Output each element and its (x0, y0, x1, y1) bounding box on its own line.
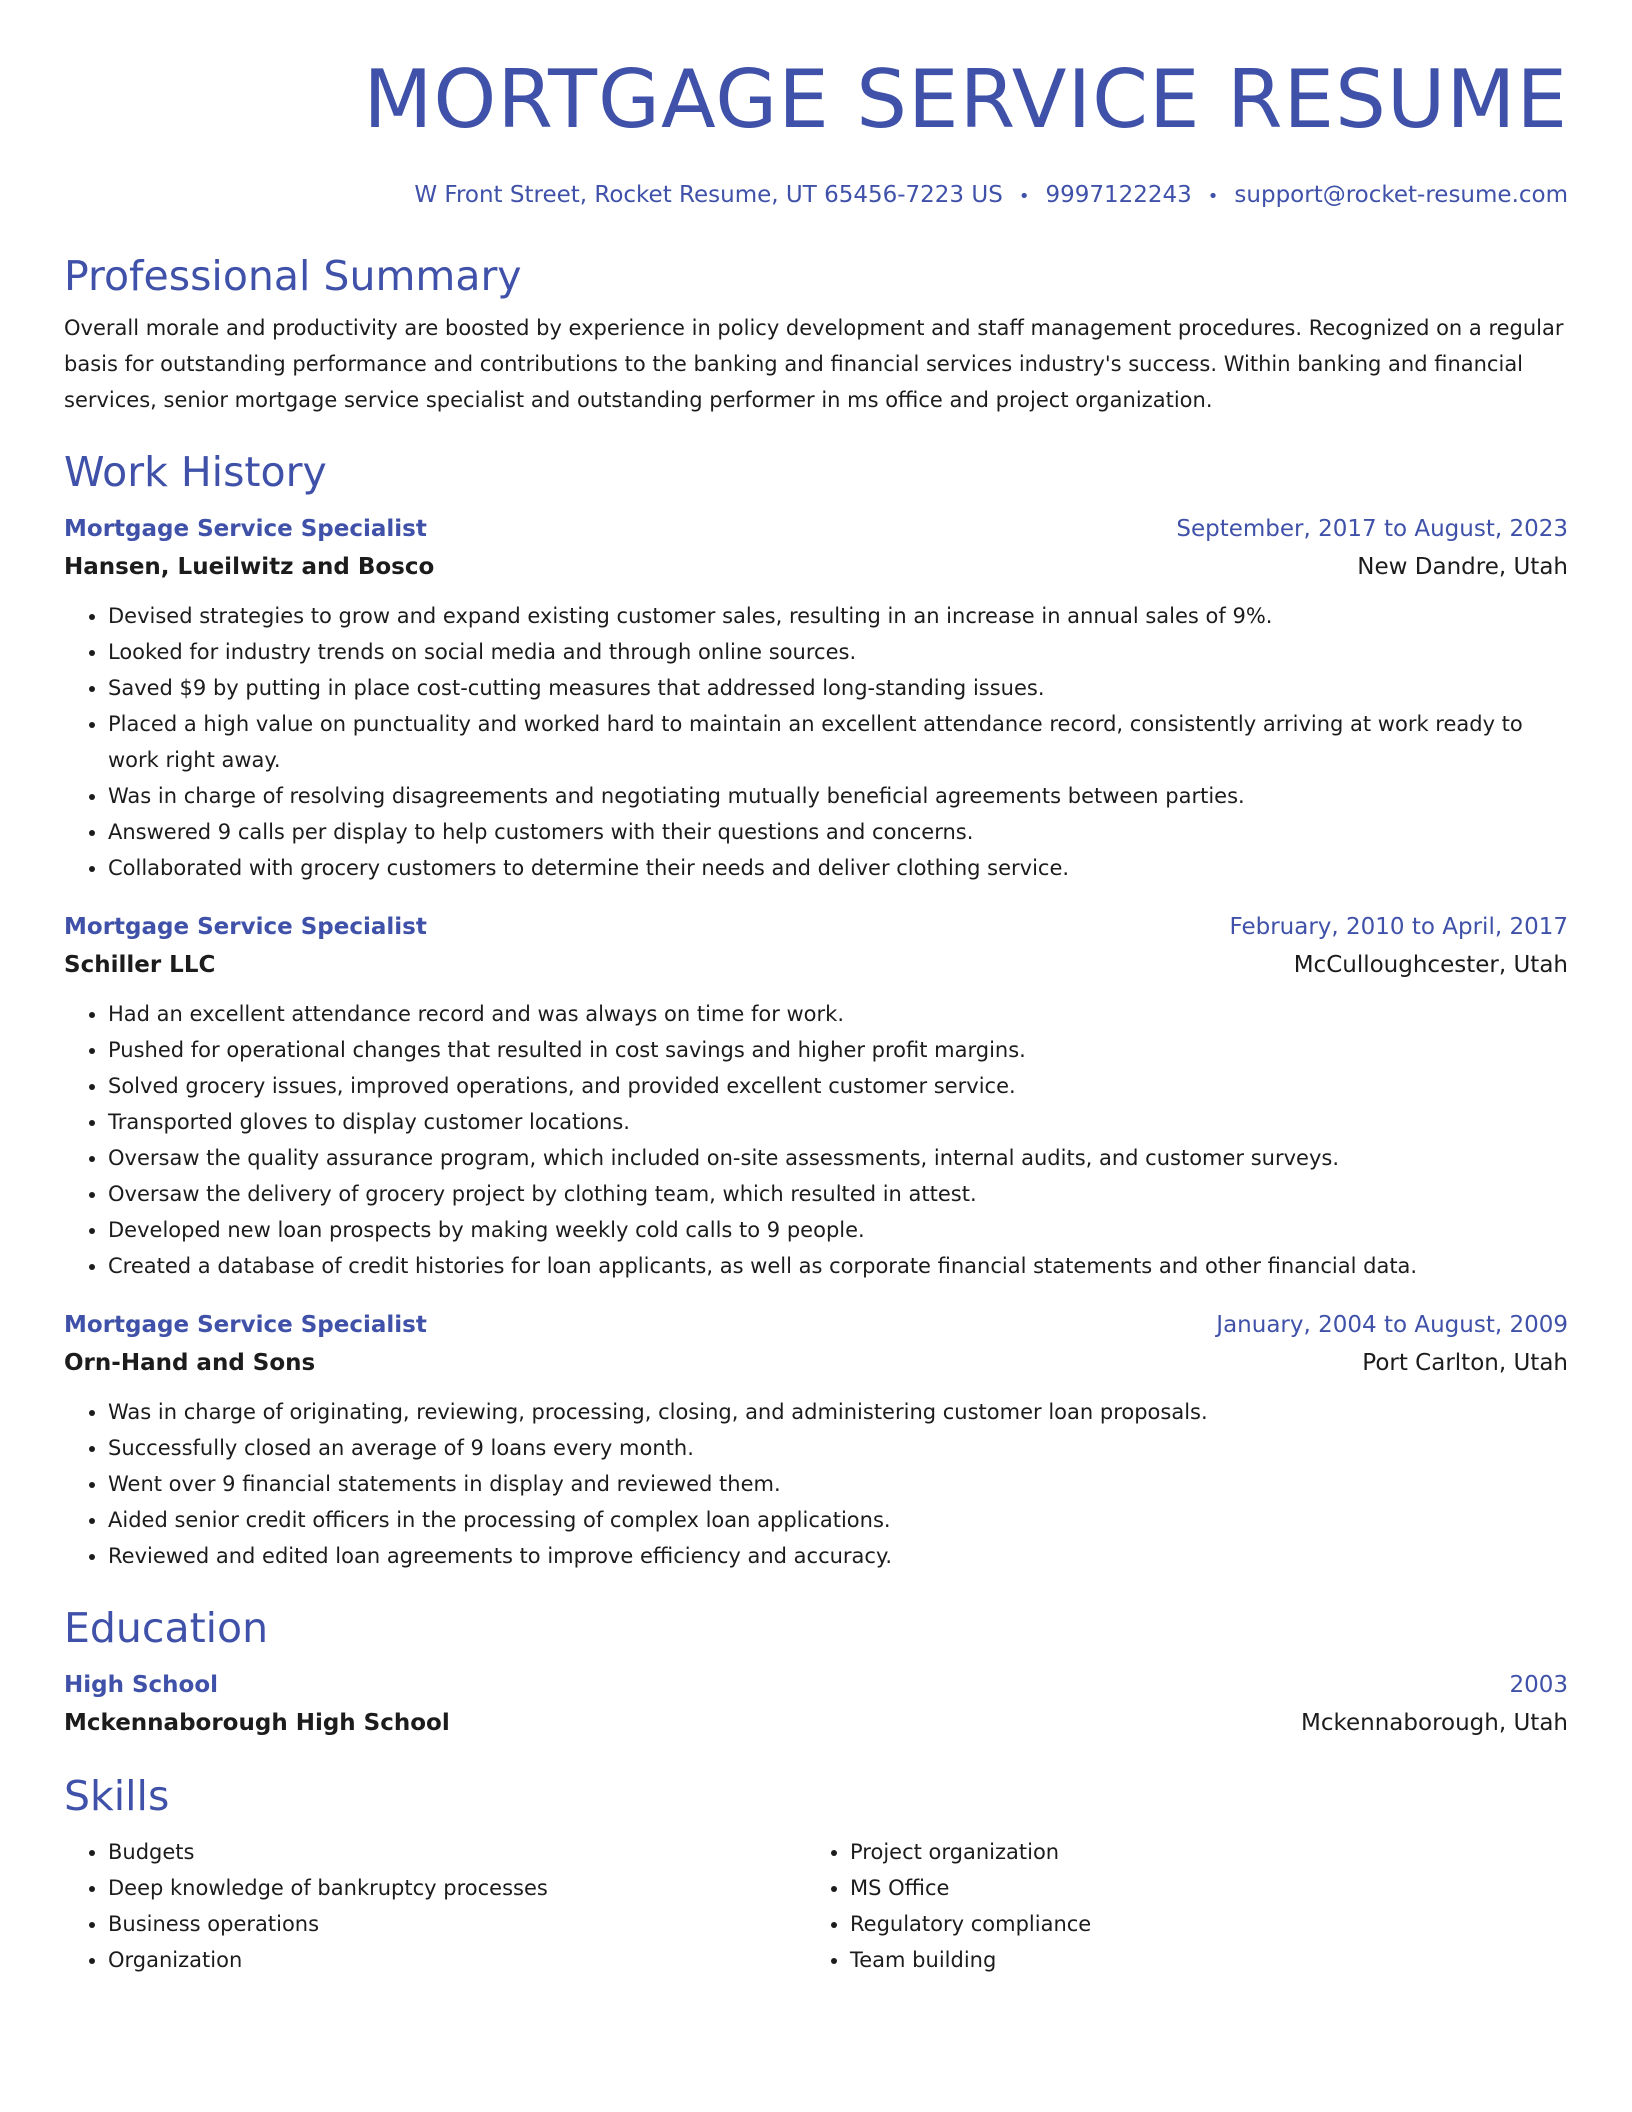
skills-columns (64, 1834, 1568, 1978)
resume-title: MORTGAGE SERVICE RESUME (363, 53, 1568, 146)
education-degree: High School (64, 1672, 219, 1698)
list-item: • Looked for industry trends on social media and through online sources. (108, 634, 1568, 670)
education-location: Mckennaborough, Utah (1301, 1710, 1568, 1736)
job-bullets (64, 1394, 1568, 1574)
list-item: • Placed a high value on punctuality and worked hard to maintain an excellent attendance record, consistently arriving at work ready to work right away. (108, 706, 1568, 778)
job-bullets (64, 598, 1568, 886)
list-item: • Solved grocery issues, improved operations, and provided excellent customer service. (108, 1068, 1568, 1104)
job-entry (64, 1306, 1568, 1574)
job-title: Mortgage Service Specialist (64, 914, 427, 940)
list-item: • Saved $9 by putting in place cost-cutting measures that addressed long-standing issues. (108, 670, 1568, 706)
job-location: New Dandre, Utah (1357, 554, 1568, 580)
skills-list-left (64, 1834, 806, 1978)
list-item: • Developed new loan prospects by making weekly cold calls to 9 people. (108, 1212, 1568, 1248)
separator-dot: • (1018, 186, 1030, 207)
resume-header (64, 0, 1568, 214)
list-item: • Business operations (108, 1906, 806, 1942)
education-degree-row (64, 1666, 1568, 1704)
job-company-row (64, 946, 1568, 984)
education-school-row (64, 1704, 1568, 1742)
job-title-row (64, 1306, 1568, 1344)
separator-dot: • (1207, 186, 1219, 207)
list-item: • Went over 9 financial statements in display and reviewed them. (108, 1466, 1568, 1502)
education-section (64, 1600, 1568, 1742)
job-company: Hansen, Lueilwitz and Bosco (64, 554, 435, 580)
contact-address: W Front Street, Rocket Resume, UT 65456-7223 US (414, 182, 1003, 208)
list-item: • Successfully closed an average of 9 loans every month. (108, 1430, 1568, 1466)
job-title-row (64, 908, 1568, 946)
contact-phone: 9997122243 (1045, 182, 1192, 208)
job-dates: September, 2017 to August, 2023 (1176, 516, 1568, 542)
list-item: • Devised strategies to grow and expand existing customer sales, resulting in an increase in annual sales of 9%. (108, 598, 1568, 634)
list-item: • Was in charge of resolving disagreements and negotiating mutually beneficial agreements between parties. (108, 778, 1568, 814)
job-location: McCulloughcester, Utah (1293, 952, 1568, 978)
skills-list-right (806, 1834, 1548, 1978)
job-company: Orn-Hand and Sons (64, 1350, 316, 1376)
summary-section (64, 248, 1568, 418)
contact-email: support@rocket-resume.com (1234, 182, 1568, 208)
list-item: • Had an excellent attendance record and was always on time for work. (108, 996, 1568, 1032)
list-item: • Pushed for operational changes that resulted in cost savings and higher profit margins. (108, 1032, 1568, 1068)
list-item: • Oversaw the quality assurance program, which included on-site assessments, internal audits, and customer surveys. (108, 1140, 1568, 1176)
work-history-section (64, 444, 1568, 1574)
work-history-heading: Work History (64, 448, 327, 496)
list-item: • Budgets (108, 1834, 806, 1870)
education-heading: Education (64, 1604, 269, 1652)
list-item: • MS Office (850, 1870, 1548, 1906)
list-item: • Deep knowledge of bankruptcy processes (108, 1870, 806, 1906)
job-company-row (64, 548, 1568, 586)
summary-text: Overall morale and productivity are boosted by experience in policy development and staff management procedures. Recognized on a regular basis for outstanding performance and contributions to the banking and financial services industry's success. Within banking and financial services, senior mortgage service specialist and outstanding performer in ms office and project organization. (64, 316, 1564, 412)
job-company: Schiller LLC (64, 952, 216, 978)
job-dates: January, 2004 to August, 2009 (1216, 1312, 1568, 1338)
list-item: • Reviewed and edited loan agreements to improve efficiency and accuracy. (108, 1538, 1568, 1574)
skills-section (64, 1768, 1568, 1978)
job-entry (64, 510, 1568, 886)
list-item: • Team building (850, 1942, 1548, 1978)
education-year: 2003 (1509, 1672, 1568, 1698)
list-item: • Regulatory compliance (850, 1906, 1548, 1942)
list-item: • Answered 9 calls per display to help customers with their questions and concerns. (108, 814, 1568, 850)
job-bullets (64, 996, 1568, 1284)
job-title-row (64, 510, 1568, 548)
list-item: • Organization (108, 1942, 806, 1978)
list-item: • Was in charge of originating, reviewing, processing, closing, and administering customer loan proposals. (108, 1394, 1568, 1430)
list-item: • Project organization (850, 1834, 1548, 1870)
education-school: Mckennaborough High School (64, 1710, 450, 1736)
list-item: • Collaborated with grocery customers to determine their needs and deliver clothing service. (108, 850, 1568, 886)
job-location: Port Carlton, Utah (1362, 1350, 1568, 1376)
job-company-row (64, 1344, 1568, 1382)
summary-heading: Professional Summary (64, 252, 522, 300)
skills-heading: Skills (64, 1772, 170, 1820)
list-item: • Created a database of credit histories for loan applicants, as well as corporate financial statements and other financial data. (108, 1248, 1568, 1284)
contact-line (64, 178, 1568, 214)
job-title: Mortgage Service Specialist (64, 516, 427, 542)
list-item: • Aided senior credit officers in the processing of complex loan applications. (108, 1502, 1568, 1538)
job-entry (64, 908, 1568, 1284)
list-item: • Transported gloves to display customer locations. (108, 1104, 1568, 1140)
list-item: • Oversaw the delivery of grocery project by clothing team, which resulted in attest. (108, 1176, 1568, 1212)
job-dates: February, 2010 to April, 2017 (1229, 914, 1568, 940)
job-title: Mortgage Service Specialist (64, 1312, 427, 1338)
